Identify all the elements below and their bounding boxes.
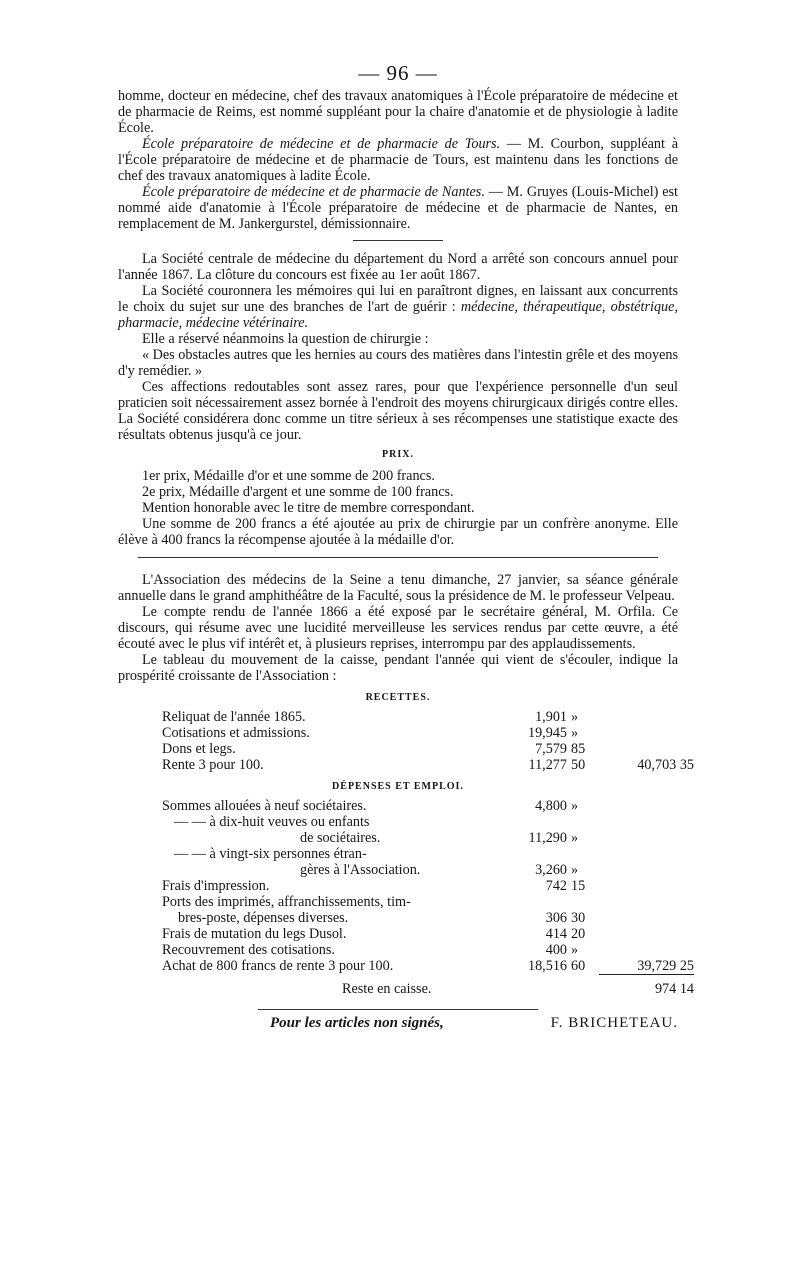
- societe-2-text: La Société couronnera les mémoires qui lui en paraîtront dignes, en laissant aux concurrents le choix du sujet sur une des branches de l'art de guérir :: [118, 283, 678, 315]
- table-row: [162, 958, 694, 975]
- prix-heading: PRIX.: [382, 449, 414, 460]
- row-label: bres-poste, dépenses diverses.: [178, 910, 349, 926]
- row-cents: [571, 846, 599, 862]
- signature-name: F. BRICHETEAU.: [550, 1015, 678, 1031]
- page: [118, 58, 694, 1032]
- row-cents: 20: [571, 926, 586, 942]
- table-row: [162, 709, 678, 725]
- paragraph-societe-1: La Société centrale de médecine du département du Nord a arrêté son concours annuel pour l'année 1867. La clôture du concours est fixée au 1er août 1867.: [118, 251, 678, 283]
- row-cents: [583, 814, 611, 830]
- prize-second: 2e prix, Médaille d'argent et une somme de 100 francs.: [142, 484, 454, 500]
- table-row: [162, 725, 678, 741]
- table-row: [162, 741, 678, 757]
- row-label: Reliquat de l'année 1865.: [162, 709, 306, 725]
- separator-signature: [258, 1009, 538, 1010]
- row-cents: [571, 894, 599, 910]
- row-amount: 7,579: [535, 741, 567, 757]
- row-total: [599, 709, 694, 725]
- row-label: Sommes allouées à neuf sociétaires.: [162, 798, 367, 814]
- reste-value: 974 14: [654, 981, 694, 997]
- recettes-table: [162, 709, 694, 773]
- table-row: [162, 878, 678, 894]
- row-amount: 18,516: [527, 958, 567, 974]
- row-label: — — à dix-huit veuves ou enfants: [174, 814, 370, 830]
- row-cents: 30: [571, 910, 586, 926]
- row-cents: 60: [571, 958, 586, 974]
- table-row: [162, 757, 694, 773]
- reste-spacer-a: [492, 981, 571, 997]
- nantes-title: École préparatoire de médecine et de pharmacie de Nantes.: [142, 184, 485, 200]
- row-total: [599, 862, 694, 878]
- row-total: [599, 910, 694, 926]
- signature-note: Pour les articles non signés,: [270, 1015, 444, 1031]
- row-amount: 11,290: [528, 830, 567, 846]
- paragraph-tours: [118, 136, 678, 184]
- table-row: [162, 814, 678, 830]
- row-amount: [504, 814, 583, 830]
- paragraph-societe-3: Elle a réservé néanmoins la question de chirurgie :: [142, 331, 429, 347]
- row-total: [599, 741, 694, 757]
- prize-first: 1er prix, Médaille d'or et une somme de 200 francs.: [142, 468, 435, 484]
- row-amount: 1,901: [535, 709, 567, 725]
- nantes-text: — M. Gruyes (Louis-Michel) est nommé aide d'anatomie à l'École préparatoire de médecine et de pharmacie de Nantes, en remplacement de M. Jankergurstel, démissionnaire.: [118, 184, 679, 232]
- row-label: de sociétaires.: [300, 830, 381, 846]
- table-row: [162, 798, 678, 814]
- row-label: Achat de 800 francs de rente 3 pour 100.: [162, 958, 394, 974]
- row-total: [599, 926, 694, 942]
- row-label: Frais de mutation du legs Dusol.: [162, 926, 347, 942]
- row-label: Ports des imprimés, affranchissements, tim-: [162, 894, 411, 910]
- row-amount: 400: [545, 942, 567, 958]
- row-total: [599, 846, 694, 862]
- paragraph-reims: homme, docteur en médecine, chef des travaux anatomiques à l'École préparatoire de médecine et de pharmacie de Reims, est nommé suppléant pour la chaire d'anatomie et de physiologie à ladite École.: [118, 88, 678, 136]
- row-total: [599, 798, 694, 814]
- separator-short: [353, 240, 443, 241]
- row-total: [599, 725, 694, 741]
- reste-row: [162, 981, 694, 997]
- row-label: — — à vingt-six personnes étran-: [174, 846, 367, 862]
- table-row: [162, 894, 678, 910]
- row-cents: »: [571, 862, 579, 878]
- row-amount: 3,260: [535, 862, 567, 878]
- row-cents: »: [571, 830, 579, 846]
- row-total: [599, 942, 694, 958]
- row-total: 40,703 35: [637, 757, 694, 773]
- page-number: — 96 —: [358, 61, 438, 85]
- table-row: [162, 942, 678, 958]
- row-total: [599, 894, 694, 910]
- row-amount: 742: [545, 878, 567, 894]
- table-row: [162, 862, 678, 878]
- row-cents: »: [571, 725, 579, 741]
- signature-line: [118, 1014, 678, 1032]
- row-label: Dons et legs.: [162, 741, 236, 757]
- table-row: [162, 926, 678, 942]
- row-amount: 306: [545, 910, 567, 926]
- row-total: [599, 878, 694, 894]
- paragraph-societe-6: Une somme de 200 francs a été ajoutée au prix de chirurgie par un confrère anonyme. Elle élève à 400 francs la récompense ajoutée à la médaille d'or.: [118, 516, 678, 548]
- row-cents: 85: [571, 741, 586, 757]
- separator-long: [138, 557, 658, 558]
- row-total: 39,729 25: [599, 958, 694, 975]
- row-cents: »: [571, 709, 579, 725]
- tours-text: — M. Courbon, suppléant à l'École préparatoire de médecine et de pharmacie de Tours, est maintenu dans les fonctions de chef des travaux anatomiques à ladite École.: [118, 136, 678, 184]
- prize-mention: Mention honorable avec le titre de membre correspondant.: [142, 500, 475, 516]
- depenses-heading: DÉPENSES ET EMPLOI.: [332, 781, 464, 792]
- row-cents: »: [571, 798, 579, 814]
- table-row: [162, 910, 678, 926]
- paragraph-societe-question: « Des obstacles autres que les hernies au cours des matières dans l'intestin grêle et des moyens d'y remédier. »: [118, 347, 679, 379]
- paragraph-association-3: Le tableau du mouvement de la caisse, pendant l'année qui vient de s'écouler, indique la prospérité croissante de l'Association :: [118, 652, 678, 684]
- paragraph-nantes: [118, 184, 678, 232]
- row-cents: »: [571, 942, 579, 958]
- row-amount: [492, 846, 571, 862]
- table-row: [162, 846, 678, 862]
- row-total: [611, 814, 706, 830]
- row-cents: 50: [571, 757, 586, 773]
- row-amount: [492, 894, 571, 910]
- tours-title: École préparatoire de médecine et de pharmacie de Tours.: [142, 136, 501, 152]
- depenses-table: [162, 798, 694, 997]
- paragraph-societe-5: Ces affections redoutables sont assez rares, pour que l'expérience personnelle d'un seul praticien soit nécessairement assez bornée à l'endroit des moyens chirurgicaux dirigés contre elles. La Société considérera donc comme un titre sérieux à ses récompenses une statistique exacte des résultats obtenus jusqu'à ce jour.: [118, 379, 678, 443]
- reste-label: Reste en caisse.: [342, 981, 432, 997]
- row-cents: 15: [571, 878, 586, 894]
- row-amount: 414: [545, 926, 567, 942]
- paragraph-association-1: L'Association des médecins de la Seine a tenu dimanche, 27 janvier, sa séance générale annuelle dans le grand amphithéâtre de la Faculté, sous la présidence de M. le professeur Velpeau.: [118, 572, 678, 604]
- reste-spacer-b: [571, 981, 599, 997]
- table-row: [162, 830, 678, 846]
- row-label: Cotisations et admissions.: [162, 725, 310, 741]
- row-amount: 19,945: [527, 725, 567, 741]
- row-label: Recouvrement des cotisations.: [162, 942, 335, 958]
- row-label: Rente 3 pour 100.: [162, 757, 264, 773]
- row-label: gères à l'Association.: [300, 862, 421, 878]
- recettes-heading: RECETTES.: [365, 692, 431, 703]
- row-total: [599, 830, 694, 846]
- row-amount: 4,800: [535, 798, 567, 814]
- row-label: Frais d'impression.: [162, 878, 270, 894]
- paragraph-association-2: Le compte rendu de l'année 1866 a été exposé par le secrétaire général, M. Orfila. Ce discours, qui résume avec une lucidité merveilleuse les services rendus par cette œuvre, a été écouté avec le plus vif intérêt et, à plusieurs reprises, interrompu par des applaudissements.: [118, 604, 678, 652]
- row-amount: 11,277: [528, 757, 567, 773]
- paragraph-societe-2: [118, 283, 678, 331]
- societe-2-branches: médecine, thérapeutique, obstétrique, pharmacie, médecine vétérinaire.: [118, 299, 678, 331]
